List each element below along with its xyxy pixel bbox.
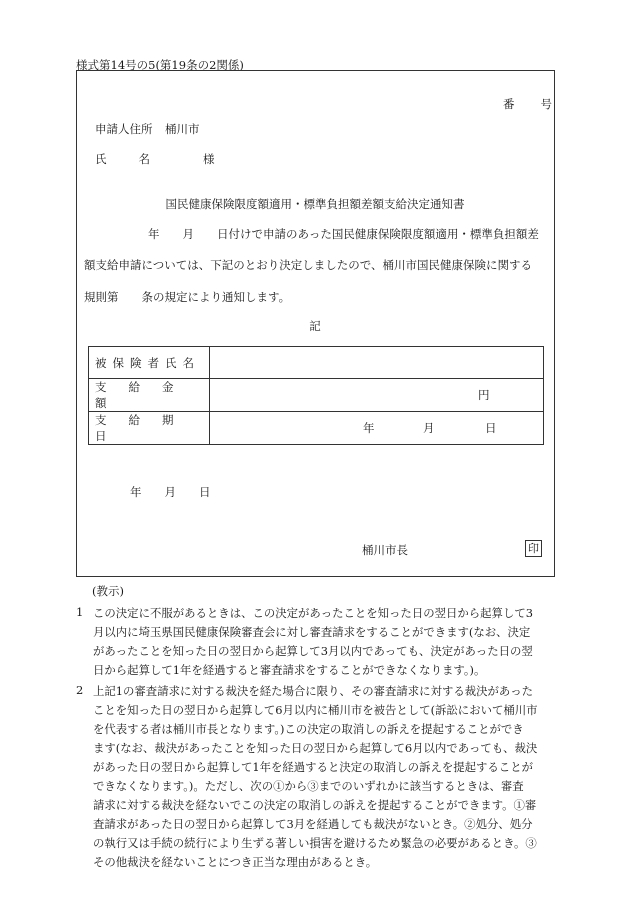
note-line: 上記1の審査請求に対する裁決を経た場合に限り、その審査請求に対する裁決があった — [93, 684, 533, 698]
document-title: 国民健康保険限度額適用・標準負担額差額支給決定通知書 — [165, 197, 465, 211]
applicant-honorific: 様 — [203, 152, 215, 166]
signatory: 桶川市長 — [362, 543, 408, 557]
insured-name-label: 被保険者氏名 — [89, 347, 210, 379]
body-line: 年 月 日付けで申請のあった国民健康保険限度額適用・標準負担額差 — [148, 227, 539, 241]
insured-name-value — [210, 347, 544, 379]
note-line: があった日の翌日から起算して1年を経過すると決定の取消しの訴えを提起することが — [93, 760, 533, 774]
notes-title: (教示) — [92, 584, 124, 598]
payment-amount-label: 支給金額 — [89, 379, 210, 412]
form-reference: 様式第14号の5(第19条の2関係) — [76, 58, 244, 72]
note-line: ことを知った日の翌日から起算して6月以内に桶川市を被告として(訴訟において桶川市 — [93, 703, 538, 717]
date-year: 年 — [363, 421, 375, 435]
date-day: 日 — [485, 421, 497, 435]
note-line: 月以内に埼玉県国民健康保険審査会に対し審査請求をすることができます(なお、決定 — [93, 625, 531, 639]
applicant-name-label: 氏名 — [95, 152, 182, 166]
payment-date-value — [210, 412, 544, 445]
applicant-address-label: 申請人住所 — [95, 122, 153, 136]
body-line: 規則第 条の規定により通知します。 — [84, 290, 291, 304]
payment-info-table — [88, 346, 544, 445]
note-line: 日から起算して1年を経過すると審査請求をすることができなくなります。)。 — [93, 663, 486, 677]
note-number: 1 — [76, 605, 84, 619]
note-line: 請求に対する裁決を経ないでこの決定の取消しの訴えを提起することができます。①審 — [93, 798, 537, 812]
payment-amount-value — [210, 379, 544, 412]
seal-stamp: 印 — [525, 540, 542, 557]
payment-date-label: 支給期日 — [89, 412, 210, 445]
note-line: ます(なお、裁決があったことを知った日の翌日から起算して6月以内であっても、裁決 — [93, 741, 538, 755]
note-line: この決定に不服があるときは、この決定があったことを知った日の翌日から起算して3 — [93, 606, 533, 620]
applicant-address-value: 桶川市 — [165, 122, 200, 136]
note-line: の執行又は手続の続行により生ずる著しい損害を避けるため緊急の必要があるとき。③ — [93, 836, 537, 850]
issue-date: 年 月 日 — [130, 485, 211, 499]
note-number: 2 — [76, 683, 84, 697]
note-line: 査請求があった日の翌日から起算して3月を経過しても裁決がないとき。②処分、処分 — [93, 817, 533, 831]
table-row — [89, 379, 544, 412]
note-line: があったことを知った日の翌日から起算して3月以内であっても、決定があった日の翌 — [93, 644, 533, 658]
document-number-label: 番号 — [503, 97, 578, 111]
note-line: を代表する者は桶川市長となります。)この決定の取消しの訴えを提起することができ — [93, 722, 524, 736]
note-line: その他裁決を経ないことにつき正当な理由があるとき。 — [93, 855, 378, 869]
note-line: できなくなります。)。ただし、次の①から③までのいずれかに該当するときは、審査 — [93, 779, 524, 793]
body-line: 額支給申請については、下記のとおり決定しましたので、桶川市国民健康保険に関する — [84, 258, 533, 272]
table-row — [89, 347, 544, 379]
table-row — [89, 412, 544, 445]
yen-unit: 円 — [478, 388, 490, 402]
ki-marker: 記 — [309, 319, 321, 333]
date-month: 月 — [423, 421, 435, 435]
